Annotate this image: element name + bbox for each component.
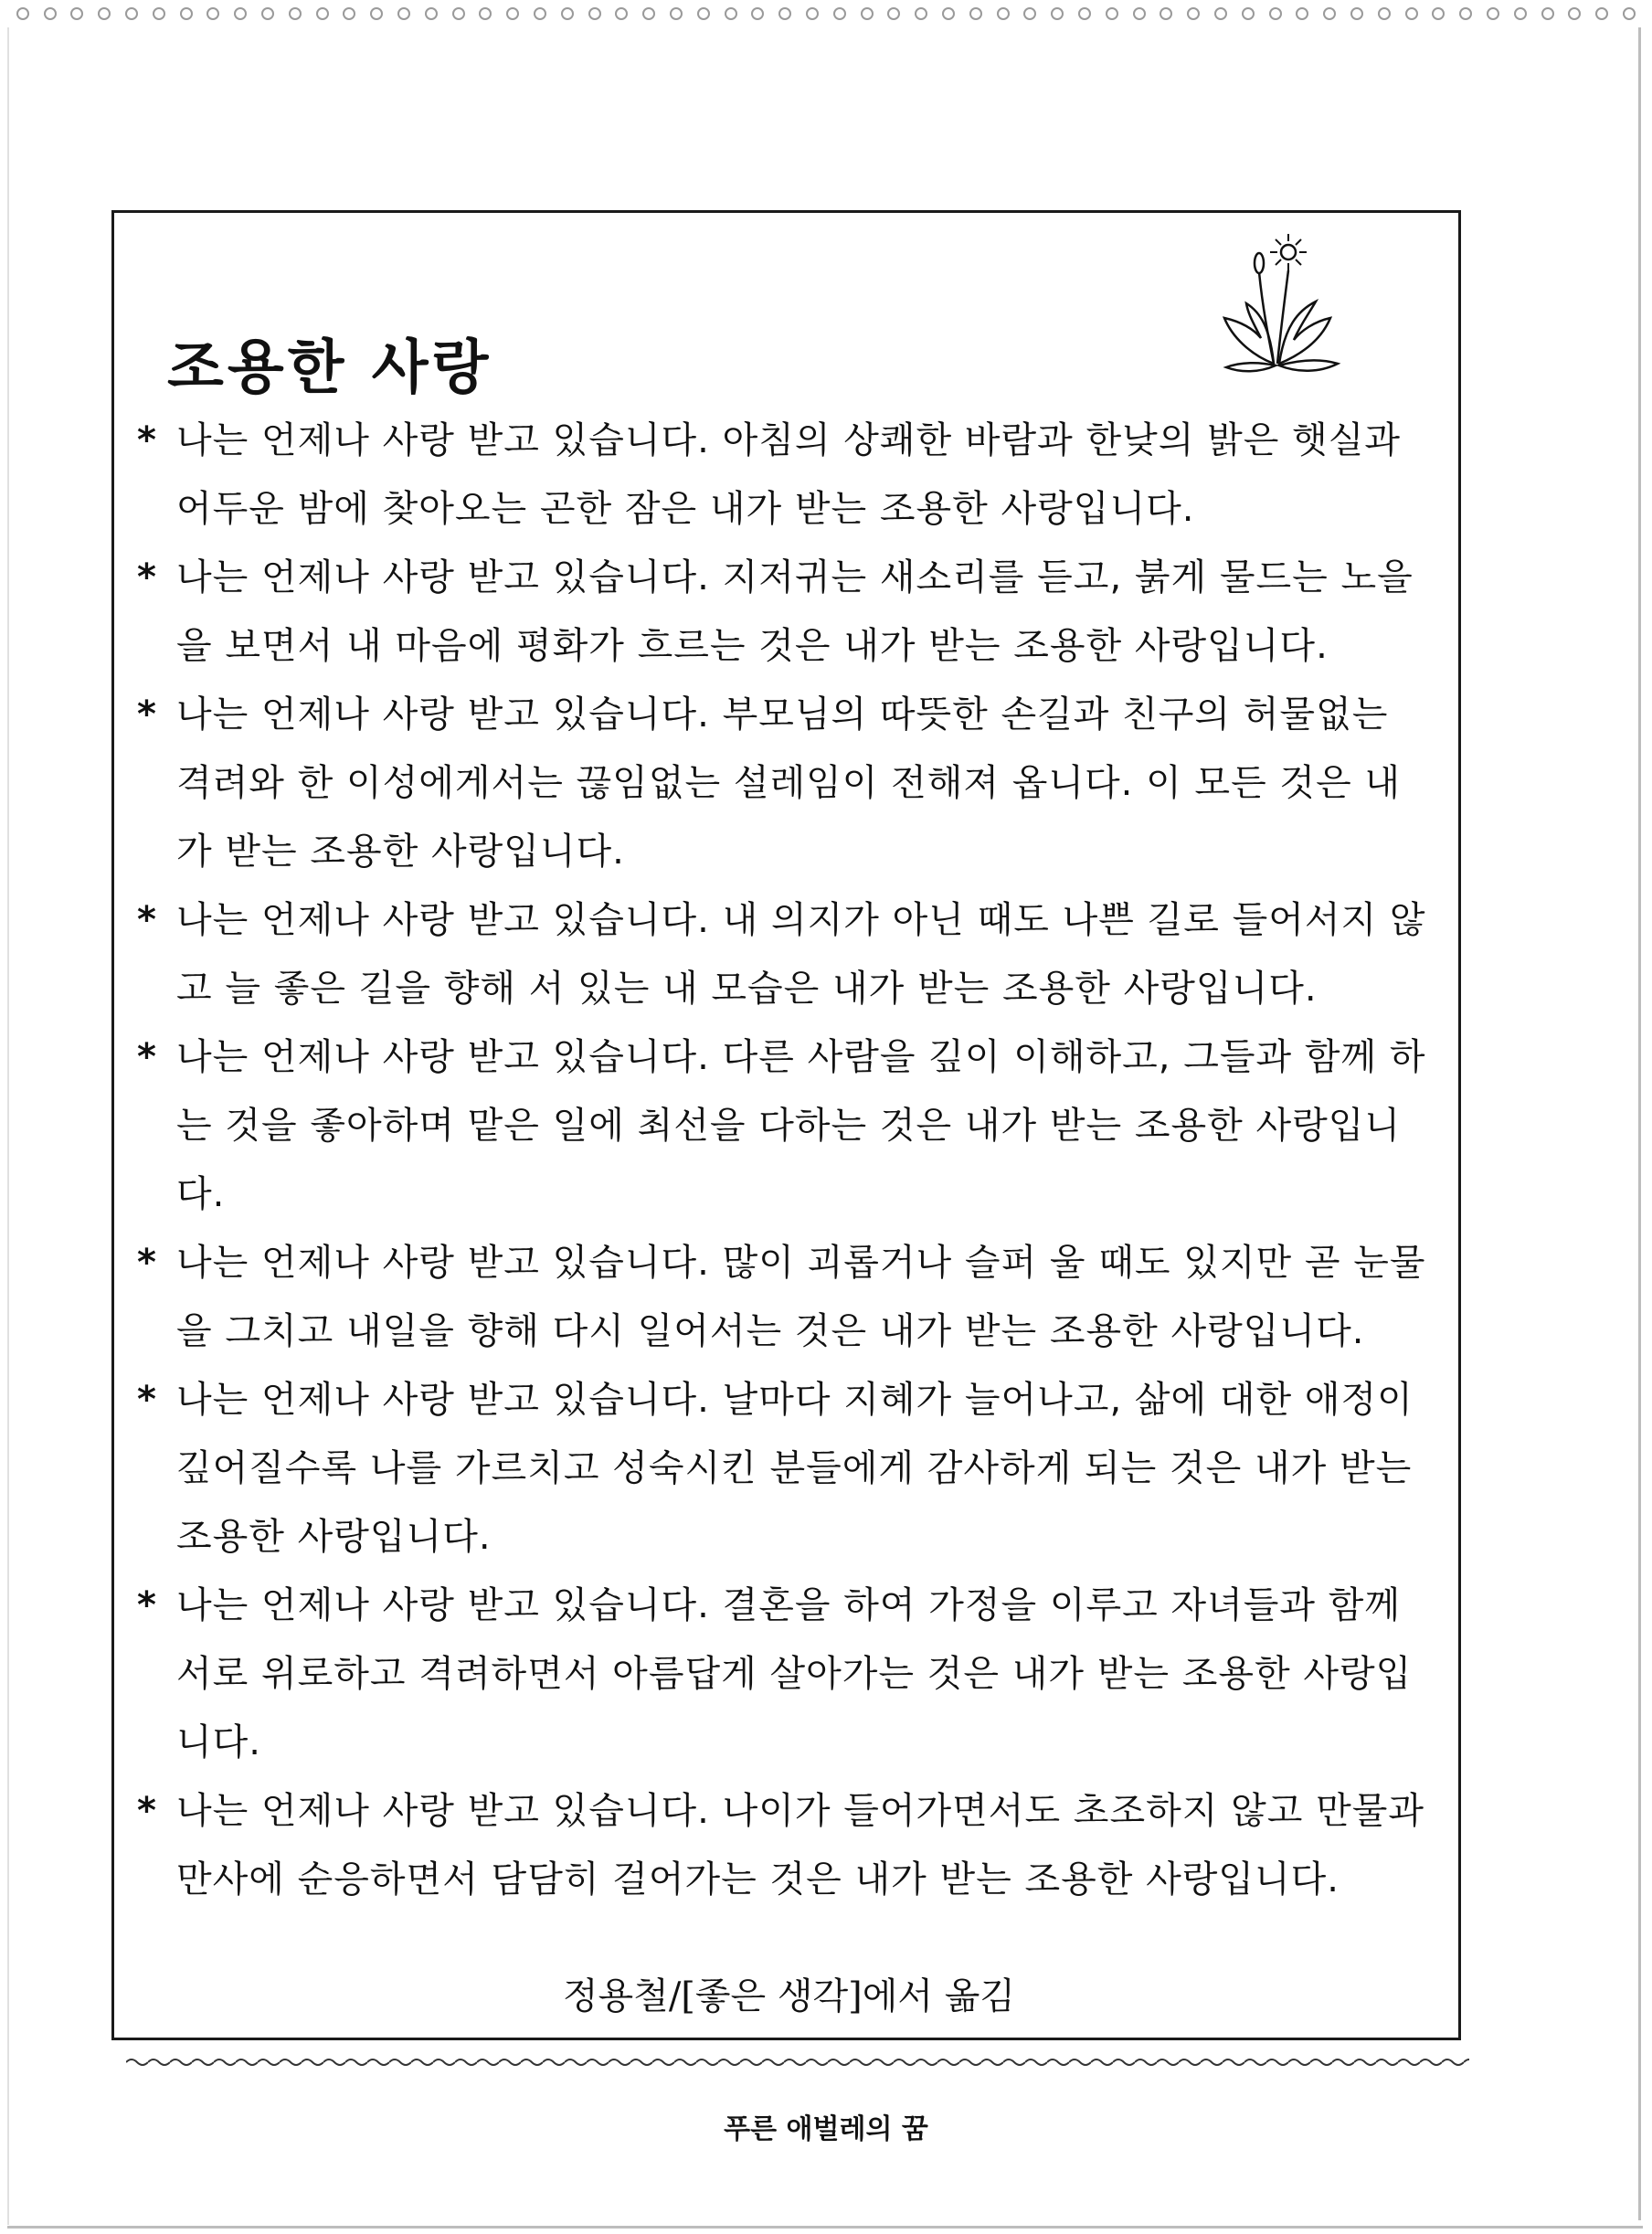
binding-ring [561, 7, 574, 20]
binding-ring [1432, 7, 1445, 20]
binding-ring [778, 7, 791, 20]
item-text: 나는 언제나 사랑 받고 있습니다. 많이 괴롭거나 슬퍼 울 때도 있지만 곧 눈물을 그치고 내일을 향해 다시 일어서는 것은 내가 받는 조용한 사랑입니다. [176, 1242, 1426, 1352]
item-text: 나는 언제나 사랑 받고 있습니다. 다른 사람을 깊이 이해하고, 그들과 함께 하는 것을 좋아하며 맡은 일에 최선을 다하는 것은 내가 받는 조용한 사랑입니다. [176, 1036, 1426, 1215]
list-item [137, 1366, 1433, 1572]
binding-ring [1378, 7, 1391, 20]
binding-ring [915, 7, 927, 20]
binding-ring [397, 7, 410, 20]
binding-ring [1078, 7, 1091, 20]
bullet-mark: * [137, 556, 157, 598]
binding-ring [1051, 7, 1064, 20]
list-item [137, 407, 1433, 544]
bullet-mark: * [137, 419, 157, 461]
poem-frame [111, 210, 1461, 2040]
binding-ring [806, 7, 819, 20]
binding-ring [534, 7, 546, 20]
bullet-mark: * [137, 693, 157, 736]
binding-ring [234, 7, 247, 20]
binding-ring [206, 7, 219, 20]
bullet-mark: * [137, 1379, 157, 1421]
binding-ring [670, 7, 683, 20]
binding-ring [1242, 7, 1255, 20]
page-edge-left [7, 27, 9, 2225]
binding-ring [289, 7, 302, 20]
binding-ring [1269, 7, 1282, 20]
bullet-mark: * [137, 1036, 157, 1078]
binding-ring [16, 7, 29, 20]
item-text: 나는 언제나 사랑 받고 있습니다. 날마다 지혜가 늘어나고, 삶에 대한 애정이 깊어질수록 나를 가르치고 성숙시킨 분들에게 감사하게 되는 것은 내가 받는 조용한 사랑입니다. [176, 1379, 1414, 1558]
binding-ring [1405, 7, 1418, 20]
binding-ring [1187, 7, 1200, 20]
binding-ring [1623, 7, 1636, 20]
binding-ring [942, 7, 955, 20]
binding-ring [70, 7, 83, 20]
page-footer: 푸른 애벌레의 꿈 [724, 2113, 928, 2145]
binding-ring [261, 7, 274, 20]
list-item [137, 1229, 1433, 1366]
binding-ring [98, 7, 111, 20]
spiral-binding [0, 0, 1652, 27]
binding-ring [1106, 7, 1118, 20]
binding-ring [1514, 7, 1527, 20]
binding-ring [1023, 7, 1036, 20]
binding-ring [751, 7, 764, 20]
item-text: 나는 언제나 사랑 받고 있습니다. 부모님의 따뜻한 손길과 친구의 허물없는 격려와 한 이성에게서는 끊임없는 설레임이 전해져 옵니다. 이 모든 것은 내가 받는 조용한 사랑입니다. [176, 693, 1402, 873]
binding-ring [44, 7, 57, 20]
binding-ring [316, 7, 329, 20]
binding-ring [1595, 7, 1608, 20]
binding-ring [479, 7, 492, 20]
binding-ring [153, 7, 165, 20]
binding-ring [588, 7, 601, 20]
binding-ring [1296, 7, 1308, 20]
binding-ring [997, 7, 1010, 20]
binding-ring [969, 7, 982, 20]
item-text: 나는 언제나 사랑 받고 있습니다. 내 의지가 아닌 때도 나쁜 길로 들어서지 않고 늘 좋은 길을 향해 서 있는 내 모습은 내가 받는 조용한 사랑입니다. [176, 899, 1426, 1010]
binding-ring [1133, 7, 1146, 20]
item-text: 나는 언제나 사랑 받고 있습니다. 결혼을 하여 가정을 이루고 자녀들과 함께 서로 위로하고 격려하면서 아름답게 살아가는 것은 내가 받는 조용한 사랑입니다. [176, 1584, 1413, 1763]
binding-ring [506, 7, 519, 20]
page-edge-right [1638, 27, 1641, 2220]
list-item [137, 1777, 1433, 1914]
binding-ring [642, 7, 655, 20]
list-item [137, 1023, 1433, 1229]
tilde-divider [126, 2056, 1469, 2069]
bullet-mark: * [137, 1790, 157, 1832]
binding-ring [1214, 7, 1227, 20]
list-item [137, 544, 1433, 681]
bullet-mark: * [137, 1584, 157, 1626]
dandelion-flower-icon [1213, 227, 1350, 382]
page-edge-bottom [7, 2226, 1643, 2229]
list-item [137, 681, 1433, 886]
binding-ring [370, 7, 383, 20]
binding-ring [1323, 7, 1336, 20]
binding-ring [1568, 7, 1581, 20]
item-text: 나는 언제나 사랑 받고 있습니다. 지저귀는 새소리를 듣고, 붉게 물드는 노을을 보면서 내 마음에 평화가 흐르는 것은 내가 받는 조용한 사랑입니다. [176, 556, 1414, 667]
list-item [137, 1572, 1433, 1777]
binding-ring [1160, 7, 1172, 20]
binding-ring [452, 7, 465, 20]
binding-ring [1487, 7, 1499, 20]
binding-ring [180, 7, 193, 20]
list-item [137, 886, 1433, 1023]
binding-ring [343, 7, 355, 20]
poem-list [137, 407, 1433, 1914]
binding-ring [725, 7, 737, 20]
binding-ring [833, 7, 846, 20]
binding-ring [1459, 7, 1472, 20]
item-text: 나는 언제나 사랑 받고 있습니다. 아침의 상쾌한 바람과 한낮의 밝은 햇실과 어두운 밤에 찾아오는 곤한 잠은 내가 받는 조용한 사랑입니다. [176, 419, 1402, 530]
page-title: 조용한 사랑 [167, 334, 492, 402]
binding-ring [1541, 7, 1554, 20]
binding-ring [1350, 7, 1363, 20]
binding-ring [861, 7, 874, 20]
binding-ring [887, 7, 900, 20]
binding-ring [615, 7, 628, 20]
binding-ring [125, 7, 138, 20]
source-credit: 정용철/[좋은 생각]에서 옮김 [562, 1975, 1016, 2017]
binding-ring [697, 7, 710, 20]
bullet-mark: * [137, 899, 157, 941]
item-text: 나는 언제나 사랑 받고 있습니다. 나이가 들어가면서도 초조하지 않고 만물과 만사에 순응하면서 담담히 걸어가는 것은 내가 받는 조용한 사랑입니다. [176, 1790, 1424, 1900]
binding-ring [425, 7, 438, 20]
bullet-mark: * [137, 1242, 157, 1284]
